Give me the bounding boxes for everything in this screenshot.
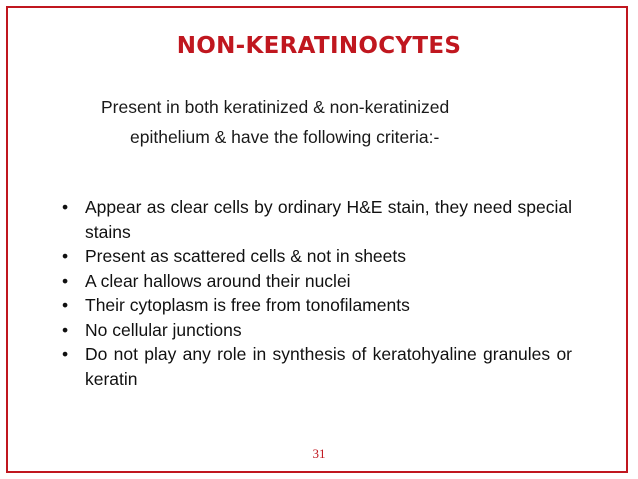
page-number: 31	[312, 446, 326, 461]
bullet-icon: •	[62, 319, 69, 340]
criteria-item	[62, 318, 572, 343]
criteria-item	[62, 244, 572, 269]
criteria-text: Do not play any role in synthesis of keratohyaline granules or keratin	[85, 344, 572, 389]
criteria-item	[62, 293, 572, 318]
criteria-item	[62, 195, 572, 244]
bullet-icon: •	[62, 246, 69, 266]
bullet-icon: •	[62, 197, 69, 217]
criteria-text: Their cytoplasm is free from tonofilaments	[85, 295, 410, 315]
criteria-text: Appear as clear cells by ordinary H&E stain, they need special stains	[85, 197, 572, 242]
bullet-icon: •	[62, 295, 69, 315]
criteria-item	[62, 342, 572, 391]
criteria-text: A clear hallows around their nuclei	[85, 270, 351, 291]
intro-line-2: epithelium & have the following criteria:-	[130, 127, 440, 147]
criteria-text: Present as scattered cells & not in sheets	[85, 246, 406, 266]
criteria-list	[62, 195, 572, 391]
bullet-icon: •	[62, 270, 69, 291]
intro-line-1: Present in both keratinized & non-keratinized	[101, 97, 450, 117]
criteria-text: No cellular junctions	[85, 319, 242, 340]
criteria-item	[62, 269, 572, 294]
slide-title: NON-KERATINOCYTES	[176, 33, 462, 59]
bullet-icon: •	[62, 344, 69, 364]
